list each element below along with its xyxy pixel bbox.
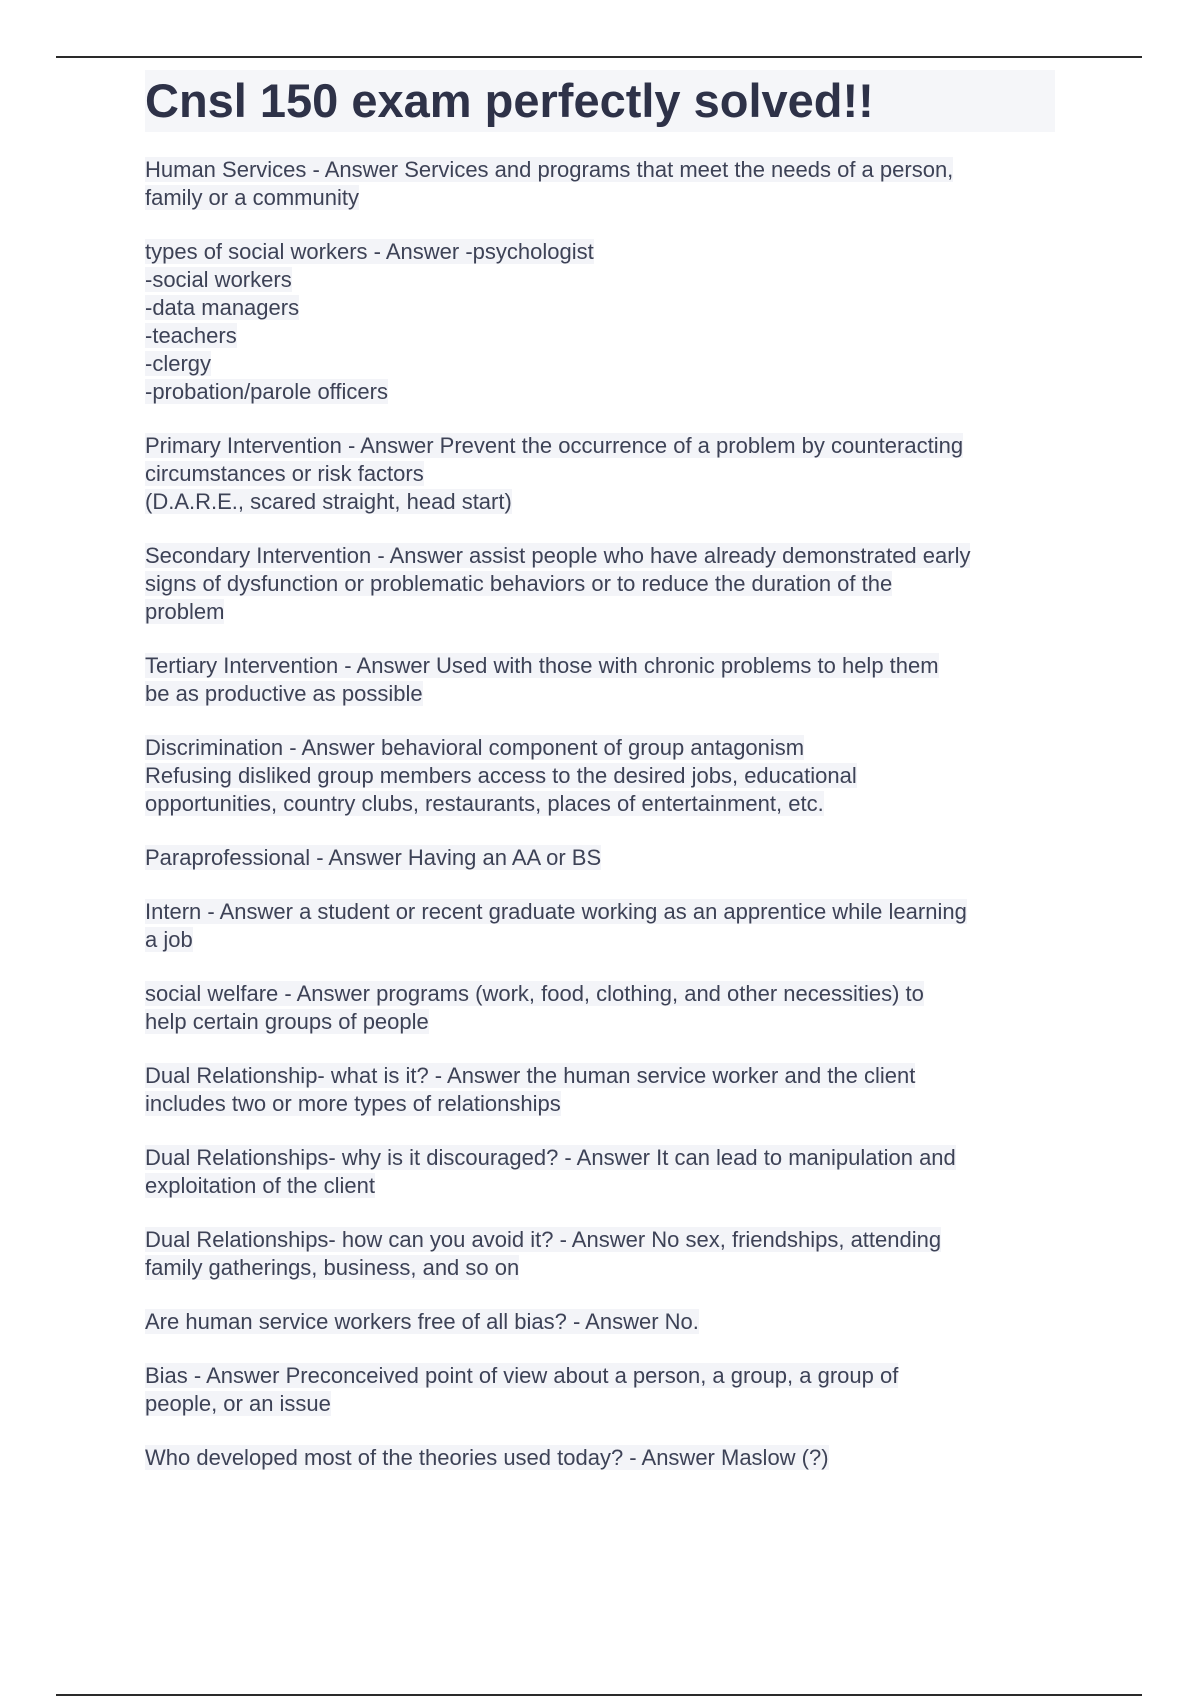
flashcard-entry xyxy=(145,542,1055,626)
flashcard-text: types of social workers - Answer -psychologist xyxy=(145,239,594,264)
flashcard-line xyxy=(145,1308,1055,1336)
flashcard-line xyxy=(145,1254,1055,1282)
flashcard-text: Human Services - Answer Services and programs that meet the needs of a person, xyxy=(145,157,954,182)
flashcard-text: includes two or more types of relationships xyxy=(145,1091,561,1116)
flashcard-entry xyxy=(145,1226,1055,1282)
flashcard-text: Who developed most of the theories used today? - Answer Maslow (?) xyxy=(145,1445,829,1470)
flashcard-text: Secondary Intervention - Answer assist people who have already demonstrated early xyxy=(145,543,971,568)
flashcard-line xyxy=(145,1172,1055,1200)
flashcard-line xyxy=(145,488,1055,516)
flashcard-entry xyxy=(145,898,1055,954)
flashcard-line xyxy=(145,1362,1055,1390)
flashcard-text: a job xyxy=(145,927,193,952)
flashcard-text: Refusing disliked group members access to the desired jobs, educational xyxy=(145,763,857,788)
flashcard-line xyxy=(145,378,1055,406)
flashcard-line xyxy=(145,1390,1055,1418)
flashcard-entry xyxy=(145,734,1055,818)
flashcard-line xyxy=(145,350,1055,378)
flashcard-text: circumstances or risk factors xyxy=(145,461,424,486)
flashcard-line xyxy=(145,542,1055,570)
flashcard-line xyxy=(145,266,1055,294)
flashcard-text: Tertiary Intervention - Answer Used with those with chronic problems to help them xyxy=(145,653,939,678)
top-rule xyxy=(56,56,1142,58)
flashcard-line xyxy=(145,570,1055,598)
flashcard-line xyxy=(145,652,1055,680)
flashcard-line xyxy=(145,1090,1055,1118)
flashcard-text: Primary Intervention - Answer Prevent the occurrence of a problem by counteracting xyxy=(145,433,964,458)
flashcard-entry xyxy=(145,980,1055,1036)
flashcard-line xyxy=(145,980,1055,1008)
flashcard-entry xyxy=(145,432,1055,516)
flashcard-text: -clergy xyxy=(145,351,212,376)
flashcard-text: problem xyxy=(145,599,225,624)
flashcard-text: social welfare - Answer programs (work, food, clothing, and other necessities) to xyxy=(145,981,924,1006)
flashcard-text: family or a community xyxy=(145,185,359,210)
flashcard-text: opportunities, country clubs, restaurants, places of entertainment, etc. xyxy=(145,791,824,816)
flashcard-line xyxy=(145,844,1055,872)
document-body xyxy=(145,70,1055,1498)
flashcard-entry xyxy=(145,844,1055,872)
flashcard-line xyxy=(145,156,1055,184)
flashcard-line xyxy=(145,1144,1055,1172)
document-title: Cnsl 150 exam perfectly solved!! xyxy=(145,70,1055,132)
flashcard-text: help certain groups of people xyxy=(145,1009,429,1034)
flashcard-entry xyxy=(145,1362,1055,1418)
flashcard-line xyxy=(145,598,1055,626)
flashcard-list xyxy=(145,156,1055,1472)
flashcard-line xyxy=(145,762,1055,790)
flashcard-text: Dual Relationships- how can you avoid it? - Answer No sex, friendships, attending xyxy=(145,1227,942,1252)
flashcard-text: Discrimination - Answer behavioral component of group antagonism xyxy=(145,735,805,760)
flashcard-text: -probation/parole officers xyxy=(145,379,388,404)
flashcard-line xyxy=(145,238,1055,266)
flashcard-line xyxy=(145,926,1055,954)
flashcard-line xyxy=(145,460,1055,488)
flashcard-line xyxy=(145,680,1055,708)
flashcard-text: -social workers xyxy=(145,267,292,292)
flashcard-line xyxy=(145,322,1055,350)
flashcard-line xyxy=(145,1444,1055,1472)
flashcard-text: exploitation of the client xyxy=(145,1173,375,1198)
flashcard-text: family gatherings, business, and so on xyxy=(145,1255,520,1280)
bottom-rule xyxy=(56,1694,1142,1696)
flashcard-entry xyxy=(145,238,1055,406)
flashcard-text: Paraprofessional - Answer Having an AA or BS xyxy=(145,845,602,870)
flashcard-text: -data managers xyxy=(145,295,300,320)
flashcard-line xyxy=(145,1008,1055,1036)
flashcard-entry xyxy=(145,1308,1055,1336)
flashcard-text: signs of dysfunction or problematic behaviors or to reduce the duration of the xyxy=(145,571,893,596)
flashcard-line xyxy=(145,294,1055,322)
flashcard-line xyxy=(145,184,1055,212)
flashcard-text: Dual Relationships- why is it discouraged? - Answer It can lead to manipulation and xyxy=(145,1145,956,1170)
flashcard-entry xyxy=(145,1062,1055,1118)
flashcard-text: people, or an issue xyxy=(145,1391,331,1416)
flashcard-line xyxy=(145,734,1055,762)
flashcard-text: -teachers xyxy=(145,323,237,348)
flashcard-text: be as productive as possible xyxy=(145,681,423,706)
flashcard-text: Are human service workers free of all bias? - Answer No. xyxy=(145,1309,699,1334)
flashcard-line xyxy=(145,898,1055,926)
flashcard-entry xyxy=(145,156,1055,212)
flashcard-line xyxy=(145,432,1055,460)
flashcard-line xyxy=(145,1062,1055,1090)
flashcard-text: Bias - Answer Preconceived point of view about a person, a group, a group of xyxy=(145,1363,899,1388)
flashcard-text: (D.A.R.E., scared straight, head start) xyxy=(145,489,512,514)
flashcard-entry xyxy=(145,652,1055,708)
flashcard-line xyxy=(145,1226,1055,1254)
flashcard-line xyxy=(145,790,1055,818)
flashcard-text: Dual Relationship- what is it? - Answer the human service worker and the client xyxy=(145,1063,916,1088)
flashcard-entry xyxy=(145,1144,1055,1200)
flashcard-entry xyxy=(145,1444,1055,1472)
flashcard-text: Intern - Answer a student or recent graduate working as an apprentice while learning xyxy=(145,899,967,924)
